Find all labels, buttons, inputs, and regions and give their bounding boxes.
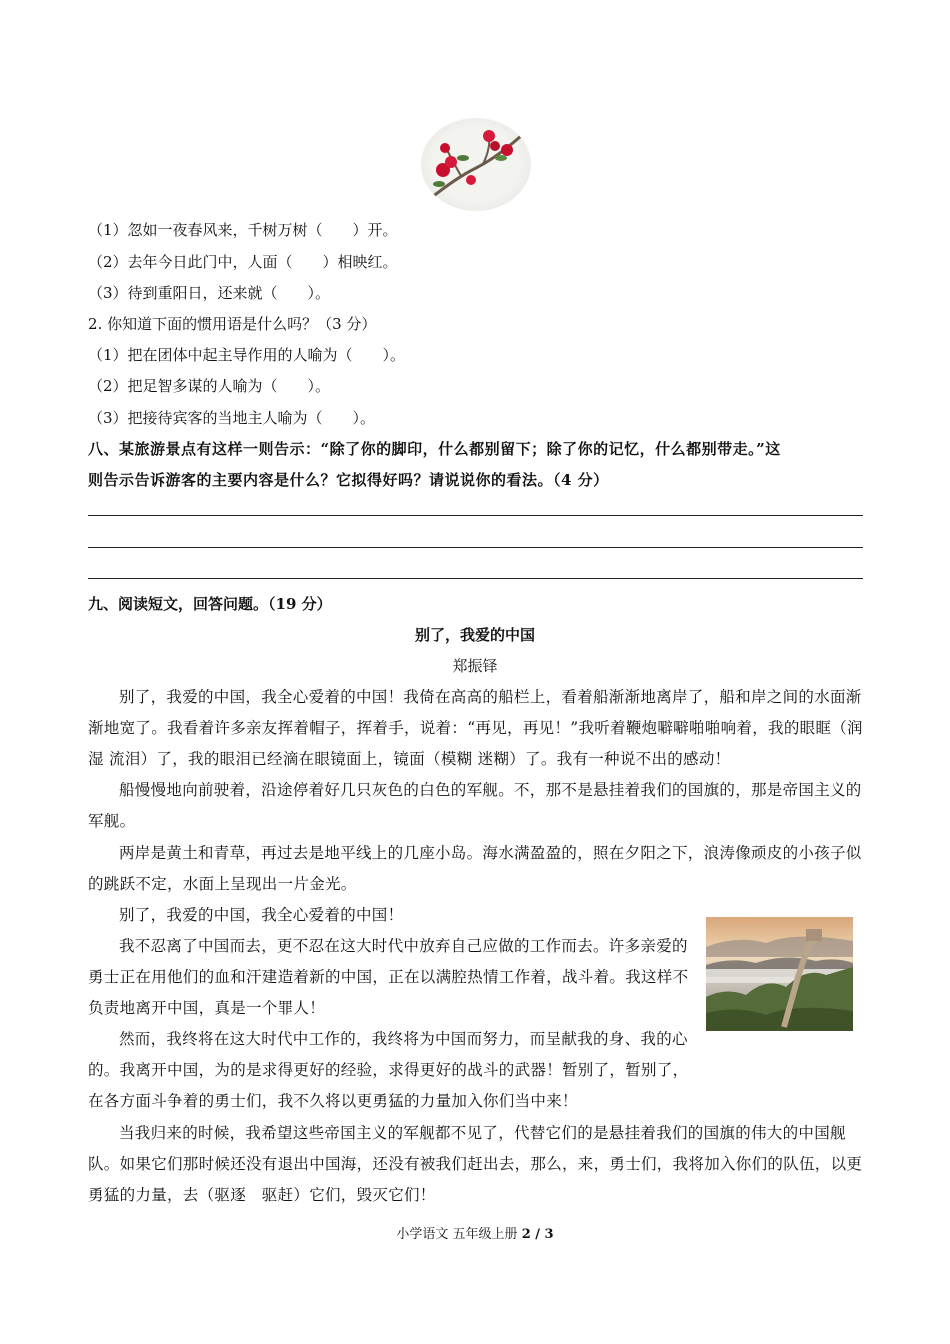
answer-line-3[interactable] — [88, 578, 863, 579]
question-8-line-2: 则告示告诉游客的主要内容是什么？它拟得好吗？请说说你的看法。（4 分） — [88, 471, 609, 489]
answer-line-1[interactable] — [88, 515, 863, 516]
flower-branch-icon — [421, 118, 531, 211]
article-paragraph-7: 当我归来的时候，我希望这些帝国主义的军舰都不见了，代替它们的是悬挂着我们的国旗的伟大的中国舰队。如果它们那时候还没有退出中国海，还没有被我们赶出去，那么，来，勇士们，我将加入你们的队伍，以更勇猛的力量，去（驱逐 驱赶）它们，毁灭它们！ — [88, 1124, 863, 1204]
idiom-blank-2: （2）把足智多谋的人喻为（ ）。 — [88, 377, 331, 395]
question-9-heading: 九、阅读短文，回答问题。（19 分） — [88, 595, 332, 613]
article-paragraph-4: 别了，我爱的中国，我全心爱着的中国！ — [119, 906, 404, 924]
poem-blank-1: （1）忽如一夜春风来，千树万树（ ）开。 — [88, 221, 398, 239]
page-footer — [0, 1226, 950, 1244]
article-author: 郑振铎 — [452, 657, 498, 675]
great-wall-image — [706, 917, 853, 1031]
article-paragraph-1: 别了，我爱的中国，我全心爱着的中国！我倚在高高的船栏上，看着船渐渐地离岸了，船和岸之间的水面渐渐地宽了。我看着许多亲友挥着帽子，挥着手，说着：“再见，再见！”我听着鞭炮噼噼啪啪响着，我的眼眶（润湿 流泪）了，我的眼泪已经滴在眼镜面上，镜面（模糊 迷糊）了。我有一种说不出的感动！ — [88, 688, 863, 768]
flower-branch-image — [421, 118, 531, 211]
article-title: 别了，我爱的中国 — [414, 626, 535, 644]
poem-blank-2: （2）去年今日此门中，人面（ ）相映红。 — [88, 253, 398, 271]
article-paragraph-6-text: 然而，我终将在这大时代中工作的，我终将为中国而努力，而呈献我的身、我的心的。我离开中国，为的是求得更好的经验，求得更好的战斗的武器！暂别了，暂别了，在各方面斗争着的勇士们，我不久将以更勇猛的力量加入你们当中来！ — [88, 1030, 689, 1110]
question-8-line-1: 八、某旅游景点有这样一则告示：“除了你的脚印，什么都别留下；除了你的记忆，什么都别带走。”这 — [88, 440, 781, 458]
idiom-blank-1: （1）把在团体中起主导作用的人喻为（ ）。 — [88, 346, 406, 364]
article-paragraph-3: 两岸是黄土和青草，再过去是地平线上的几座小岛。海水满盈盈的，照在夕阳之下，浪涛像顽皮的小孩子似的跳跃不定，水面上呈现出一片金光。 — [88, 844, 862, 893]
idiom-question-title: 2. 你知道下面的惯用语是什么吗？（3 分） — [88, 315, 377, 333]
article-paragraph-6 — [88, 1024, 693, 1110]
article-paragraph-5: 我不忍离了中国而去，更不忍在这大时代中放弃自己应做的工作而去。许多亲爱的勇士正在用他们的血和汗建造着新的中国，正在以满腔热情工作着，战斗着。我这样不负责地离开中国，真是一个罪人！ — [88, 937, 689, 1017]
footer-text: 小学语文 五年级上册 — [396, 1227, 522, 1242]
article-paragraph-2: 船慢慢地向前驶着，沿途停着好几只灰色的白色的军舰。不，那不是悬挂着我们的国旗的，那是帝国主义的军舰。 — [88, 781, 862, 830]
answer-line-2[interactable] — [88, 547, 863, 548]
page-number: 2 / 3 — [521, 1227, 554, 1242]
great-wall-landscape-icon — [706, 917, 853, 1031]
poem-blank-3: （3）待到重阳日，还来就（ ）。 — [88, 284, 331, 302]
idiom-blank-3: （3）把接待宾客的当地主人喻为（ ）。 — [88, 409, 376, 427]
